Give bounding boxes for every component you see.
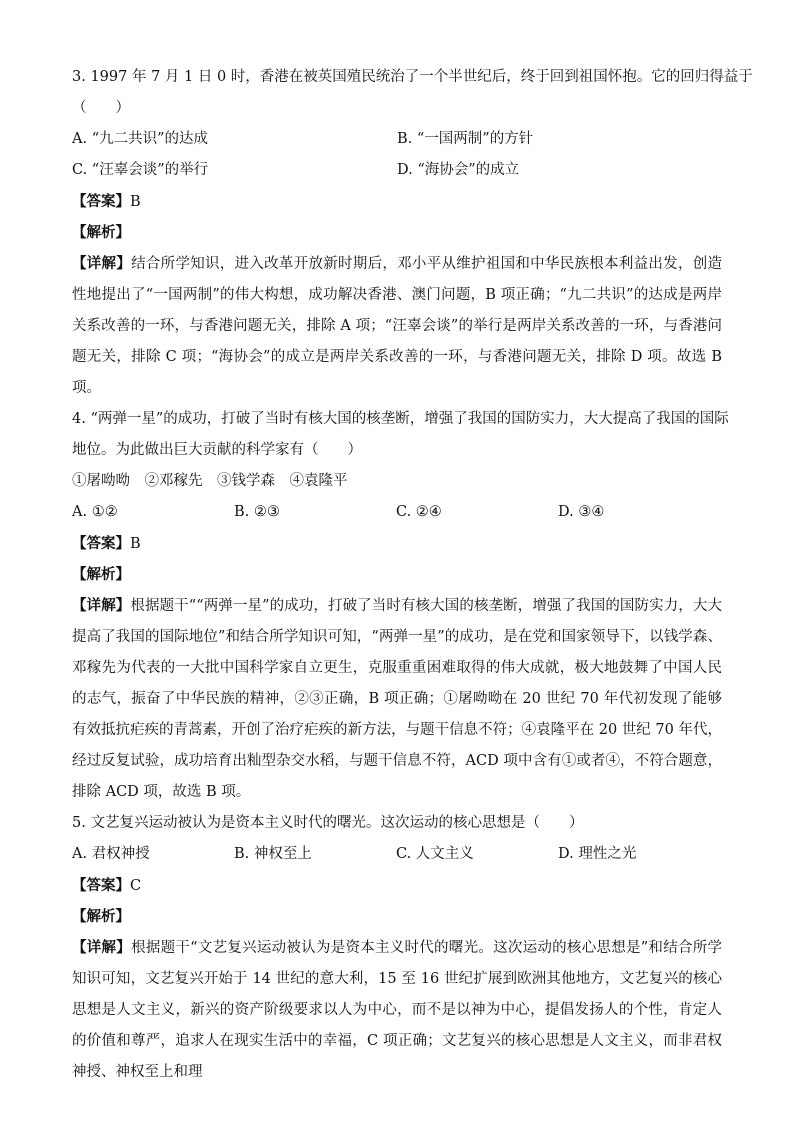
q4-answer-value: B (130, 536, 141, 552)
q4-detail-tag: 【详解】 (72, 597, 131, 614)
q3-options-row1 (72, 124, 722, 155)
exam-page (72, 62, 753, 1088)
q3-option-c: C. “汪辜会谈”的举行 (72, 162, 209, 178)
q4-answer-tag: 【答案】 (72, 535, 130, 552)
q4-stem-line1: 4. “两弹一星”的成功，打破了当时有核大国的核垄断，增强了我国的国防实力，大大提高了我国的国际 (72, 411, 729, 427)
q5-option-c: C. 人文主义 (396, 846, 474, 862)
q5-detail (72, 932, 722, 1088)
q5-option-a: A. 君权神授 (72, 846, 150, 862)
q5-option-b: B. 神权至上 (234, 846, 312, 862)
q5-options-row (72, 839, 722, 870)
q3-detail-text: 结合所学知识，进入改革开放新时期后，邓小平从维护祖国和中华民族根本利益出发，创造性地提出了“一国两制”的伟大构想，成功解决香港、澳门问题，B 项正确；“九二共识”的达成是两岸关系改善的一环，与香港问题无关，排除 A 项；“汪辜会谈”的举行是两岸关系改善的一环，与香港问题无关，排除 C 项；“海协会”的成立是两岸关系改善的一环，与香港问题无关，排除 D 项。故选 B 项。 (72, 256, 723, 396)
q4-option-b: B. ②③ (234, 504, 280, 520)
q5-option-d: D. 理性之光 (558, 846, 637, 862)
q3-detail (72, 248, 722, 404)
q5-stem-line1: 5. 文艺复兴运动被认为是资本主义时代的曙光。这次运动的核心思想是（ ） (72, 815, 584, 831)
q4-detail-text: 根据题干““两弹一星”的成功，打破了当时有核大国的核垄断，增强了我国的国防实力，大大提高了我国的国际地位”和结合所学知识可知，“两弹一星”的成功，是在党和国家领导下，以钱学森、邓稼先为代表的一大批中国科学家自立更生，克服重重困难取得的伟大成就，极大地鼓舞了中国人民的志气，振奋了中华民族的精神，②③正确，B 项正确；①屠呦呦在 20 世纪 70 年代初发现了能够有效抵抗疟疾的青蒿素，开创了治疗疟疾的新方法，与题干信息不符；④袁隆平在 20 世纪 70 年代，经过反复试验，成功培育出籼型杂交水稻，与题干信息不符，ACD 项中含有①或者④，不符合题意，排除 ACD 项，故选 B 项。 (72, 598, 722, 800)
q3-option-a: A. “九二共识”的达成 (72, 131, 209, 147)
q4-option-a: A. ①② (72, 504, 118, 520)
q3-answer-tag: 【答案】 (72, 193, 130, 210)
q4-option-c: C. ②④ (396, 504, 442, 520)
q5-analysis-tag: 【解析】 (72, 908, 130, 925)
q3-options-row2 (72, 155, 722, 186)
q4-detail (72, 590, 722, 808)
q3-answer (72, 186, 722, 217)
q4-options-row (72, 497, 722, 528)
q4-analysis-tag: 【解析】 (72, 566, 130, 583)
q5-answer-tag: 【答案】 (72, 877, 130, 894)
q5-detail-tag: 【详解】 (72, 939, 132, 956)
q3-option-b: B. “一国两制”的方针 (397, 131, 534, 147)
q5-detail-text: 根据题干“文艺复兴运动被认为是资本主义时代的曙光。这次运动的核心思想是”和结合所学知识可知，文艺复兴开始于 14 世纪的意大利，15 至 16 世纪扩展到欧洲其他地方，文艺复兴的核心思想是人文主义，新兴的资产阶级要求以人为中心，而不是以神为中心，提倡发扬人的个性，肯定人的价值和尊严，追求人在现实生活中的幸福，C 项正确；文艺复兴的核心思想是人文主义，而非君权神授、神权至上和理 (72, 940, 722, 1080)
q4-items: ①屠呦呦 ②邓稼先 ③钱学森 ④袁隆平 (72, 473, 348, 489)
q5-answer (72, 870, 722, 901)
q3-stem-line1: 3. 1997 年 7 月 1 日 0 时，香港在被英国殖民统治了一个半世纪后，终于回到祖国怀抱。它的回归得益于 (72, 69, 753, 85)
q3-option-d: D. “海协会”的成立 (397, 162, 520, 178)
q3-analysis-tag: 【解析】 (72, 224, 130, 241)
q4-option-d: D. ③④ (558, 504, 605, 520)
q3-detail-tag: 【详解】 (72, 255, 132, 272)
q3-stem-line2: （ ） (72, 100, 130, 116)
q5-answer-value: C (130, 878, 142, 894)
q3-answer-value: B (130, 194, 141, 210)
q4-stem-line2: 地位。为此做出巨大贡献的科学家有（ ） (72, 442, 362, 458)
q4-answer (72, 528, 722, 559)
